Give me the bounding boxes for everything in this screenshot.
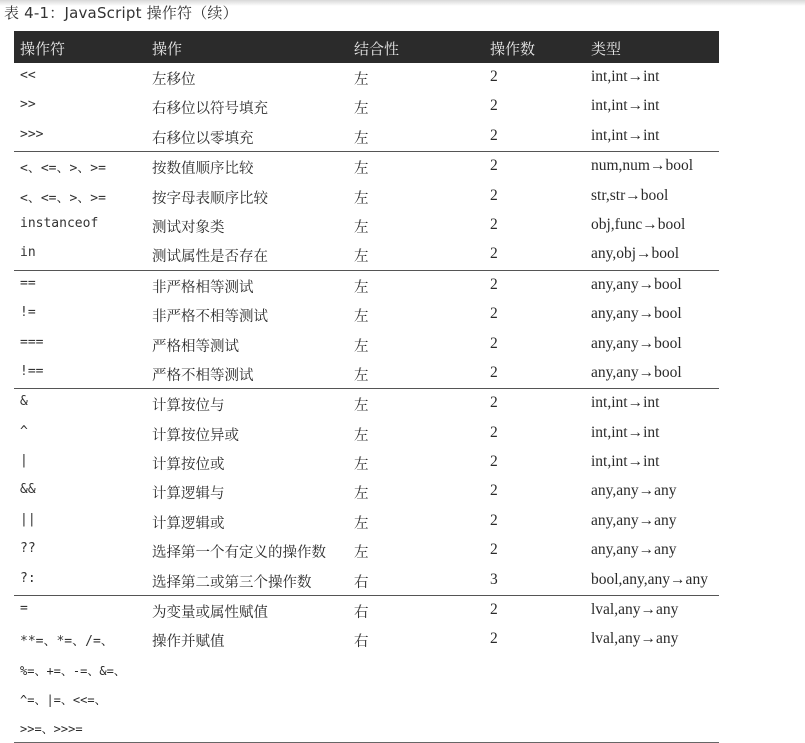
cell-type: obj,func→bool bbox=[591, 215, 686, 233]
cell-operation: 右移位以符号填充 bbox=[152, 101, 268, 118]
cell-operand-count: 2 bbox=[490, 334, 498, 352]
table-row bbox=[14, 182, 719, 211]
cell-type: int,int→int bbox=[591, 453, 660, 471]
header-operation: 操作 bbox=[152, 40, 183, 58]
header-operand-count: 操作数 bbox=[490, 40, 536, 58]
cell-operator: != bbox=[20, 305, 36, 321]
cell-operator: in bbox=[20, 245, 36, 261]
table-row bbox=[14, 536, 719, 565]
cell-associativity: 左 bbox=[354, 427, 369, 444]
cell-operation: 按数值顺序比较 bbox=[152, 161, 254, 178]
cell-operand-count: 2 bbox=[490, 305, 498, 323]
extra-op-line bbox=[14, 684, 719, 713]
extra-op-line bbox=[14, 655, 719, 684]
cell-associativity: 左 bbox=[354, 515, 369, 532]
cell-associativity: 左 bbox=[354, 249, 369, 266]
extra-op-text: ^=、|=、<<=、 bbox=[20, 692, 107, 707]
table-row bbox=[14, 92, 719, 121]
table-row bbox=[14, 300, 719, 329]
cell-operator: <、<=、>、>= bbox=[20, 190, 106, 206]
table-row bbox=[14, 211, 719, 240]
extra-op-line bbox=[14, 713, 719, 742]
cell-operator: = bbox=[20, 601, 28, 617]
table-row bbox=[14, 625, 719, 654]
cell-operation: 选择第二或第三个操作数 bbox=[152, 574, 312, 591]
table-row bbox=[14, 388, 719, 418]
cell-type: bool,any,any→any bbox=[591, 570, 708, 588]
cell-type: any,obj→bool bbox=[591, 245, 680, 263]
cell-type: any,any→bool bbox=[591, 363, 682, 381]
cell-operand-count: 2 bbox=[490, 423, 498, 441]
cell-type: any,any→bool bbox=[591, 275, 682, 293]
cell-associativity: 左 bbox=[354, 338, 369, 355]
cell-associativity: 右 bbox=[354, 574, 369, 591]
extra-op-text: %=、+=、-=、&=、 bbox=[20, 663, 126, 678]
cell-operation: 严格相等测试 bbox=[152, 338, 239, 355]
header-operator: 操作符 bbox=[20, 40, 66, 58]
cell-operation: 计算逻辑与 bbox=[152, 486, 225, 503]
cell-associativity: 左 bbox=[354, 161, 369, 178]
cell-associativity: 左 bbox=[354, 101, 369, 118]
cell-associativity: 左 bbox=[354, 398, 369, 415]
table-row bbox=[14, 330, 719, 359]
cell-operation: 左移位 bbox=[152, 72, 196, 88]
cell-associativity: 左 bbox=[354, 486, 369, 503]
cell-type: int,int→int bbox=[591, 68, 660, 85]
cell-type: int,int→int bbox=[591, 394, 660, 412]
cell-type: int,int→int bbox=[591, 423, 660, 441]
cell-operation: 计算逻辑或 bbox=[152, 515, 225, 532]
table-extra-ops bbox=[14, 655, 719, 743]
table-row bbox=[14, 507, 719, 536]
table-row bbox=[14, 240, 719, 269]
cell-associativity: 左 bbox=[354, 130, 369, 147]
cell-operator: instanceof bbox=[20, 215, 99, 231]
cell-operand-count: 2 bbox=[490, 97, 498, 115]
cell-operand-count: 2 bbox=[490, 511, 498, 529]
cell-operand-count: 2 bbox=[490, 630, 498, 648]
header-associativity: 结合性 bbox=[354, 40, 400, 58]
cell-operator: **=、*=、/=、 bbox=[20, 634, 114, 650]
cell-operand-count: 2 bbox=[490, 186, 498, 204]
cell-operator: && bbox=[20, 482, 36, 498]
cell-operator: == bbox=[20, 275, 36, 291]
cell-operator: | bbox=[20, 453, 28, 469]
cell-operation: 选择第一个有定义的操作数 bbox=[152, 545, 326, 562]
cell-operand-count: 3 bbox=[490, 570, 498, 588]
cell-operation: 测试对象类 bbox=[152, 219, 225, 236]
table-row bbox=[14, 448, 719, 477]
cell-type: any,any→bool bbox=[591, 305, 682, 323]
cell-operand-count: 2 bbox=[490, 363, 498, 381]
cell-operator: << bbox=[20, 68, 36, 83]
cell-associativity: 右 bbox=[354, 634, 369, 651]
cell-associativity: 左 bbox=[354, 545, 369, 562]
cell-associativity: 左 bbox=[354, 219, 369, 236]
extra-op-text: >>=、>>>= bbox=[20, 721, 83, 736]
table-row bbox=[14, 595, 719, 625]
cell-type: num,num→bool bbox=[591, 157, 694, 175]
cell-associativity: 左 bbox=[354, 72, 369, 88]
cell-operator: >> bbox=[20, 97, 36, 113]
cell-associativity: 左 bbox=[354, 190, 369, 207]
table-row bbox=[14, 122, 719, 151]
cell-associativity: 左 bbox=[354, 279, 369, 296]
cell-operation: 严格不相等测试 bbox=[152, 367, 254, 384]
table-header bbox=[14, 31, 719, 63]
table-row bbox=[14, 359, 719, 388]
cell-operation: 右移位以零填充 bbox=[152, 130, 254, 147]
cell-operation: 计算按位或 bbox=[152, 457, 225, 474]
table-body bbox=[14, 63, 719, 655]
cell-operand-count: 2 bbox=[490, 245, 498, 263]
cell-operand-count: 2 bbox=[490, 68, 498, 85]
cell-associativity: 左 bbox=[354, 457, 369, 474]
cell-type: any,any→bool bbox=[591, 334, 682, 352]
cell-operator: ^ bbox=[20, 423, 28, 439]
header-type: 类型 bbox=[591, 40, 622, 58]
table-row bbox=[14, 566, 719, 595]
table-row bbox=[14, 419, 719, 448]
cell-operand-count: 2 bbox=[490, 541, 498, 559]
cell-operation: 非严格不相等测试 bbox=[152, 309, 268, 326]
cell-associativity: 右 bbox=[354, 605, 369, 622]
cell-type: lval,any→any bbox=[591, 601, 679, 619]
cell-operator: & bbox=[20, 394, 28, 410]
cell-operation: 为变量或属性赋值 bbox=[152, 605, 268, 622]
cell-operand-count: 2 bbox=[490, 601, 498, 619]
table-caption: 表 4-1：JavaScript 操作符（续） bbox=[4, 4, 238, 22]
cell-operation: 测试属性是否存在 bbox=[152, 249, 268, 266]
cell-operand-count: 2 bbox=[490, 482, 498, 500]
cell-type: int,int→int bbox=[591, 126, 660, 144]
cell-operator: ?: bbox=[20, 570, 36, 586]
cell-operator: !== bbox=[20, 363, 44, 379]
cell-type: int,int→int bbox=[591, 97, 660, 115]
cell-operator: ?? bbox=[20, 541, 36, 557]
cell-operation: 操作并赋值 bbox=[152, 634, 225, 651]
table-row bbox=[14, 477, 719, 506]
cell-operand-count: 2 bbox=[490, 215, 498, 233]
table-row bbox=[14, 270, 719, 300]
cell-operation: 按字母表顺序比较 bbox=[152, 190, 268, 207]
cell-operand-count: 2 bbox=[490, 453, 498, 471]
cell-associativity: 左 bbox=[354, 309, 369, 326]
cell-type: str,str→bool bbox=[591, 186, 669, 204]
cell-type: any,any→any bbox=[591, 511, 677, 529]
cell-operand-count: 2 bbox=[490, 157, 498, 175]
table-row bbox=[14, 63, 719, 92]
cell-operand-count: 2 bbox=[490, 275, 498, 293]
cell-operator: <、<=、>、>= bbox=[20, 161, 106, 177]
cell-operation: 非严格相等测试 bbox=[152, 279, 254, 296]
operators-table bbox=[14, 31, 719, 743]
cell-operation: 计算按位与 bbox=[152, 398, 225, 415]
cell-operand-count: 2 bbox=[490, 394, 498, 412]
cell-operand-count: 2 bbox=[490, 126, 498, 144]
cell-type: lval,any→any bbox=[591, 630, 679, 648]
cell-operator: === bbox=[20, 334, 44, 350]
cell-operator: >>> bbox=[20, 126, 44, 142]
table-row bbox=[14, 151, 719, 181]
cell-type: any,any→any bbox=[591, 482, 677, 500]
cell-operator: || bbox=[20, 511, 36, 527]
cell-associativity: 左 bbox=[354, 367, 369, 384]
cell-operation: 计算按位异或 bbox=[152, 427, 239, 444]
cell-type: any,any→any bbox=[591, 541, 677, 559]
